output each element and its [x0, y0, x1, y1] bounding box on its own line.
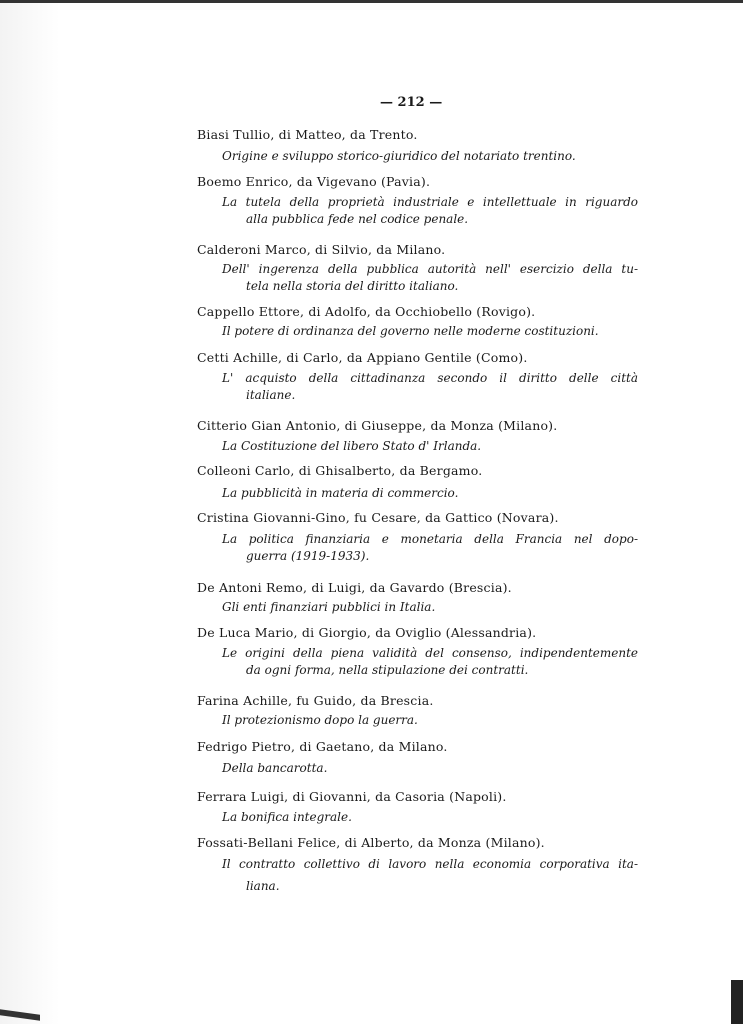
entry-author: Cristina Giovanni-Gino, fu Cesare, da Gattico (Novara).	[197, 510, 559, 525]
entry-thesis-title: Della bancarotta.	[222, 761, 328, 775]
entry-thesis-title: La politica finanziaria e monetaria della Francia nel dopo-	[222, 532, 638, 546]
entry-thesis-title: liana.	[246, 879, 280, 893]
entry-thesis-title: La Costituzione del libero Stato d' Irlanda.	[222, 439, 482, 453]
entry-author: Calderoni Marco, di Silvio, da Milano.	[197, 242, 446, 257]
entry-thesis-title: L' acquisto della cittadinanza secondo il diritto delle città	[222, 371, 638, 385]
entry-author: Farina Achille, fu Guido, da Brescia.	[197, 693, 434, 708]
entry-thesis-title: Il protezionismo dopo la guerra.	[222, 713, 418, 727]
entry-thesis-title: La bonifica integrale.	[222, 810, 352, 824]
entry-author: Boemo Enrico, da Vigevano (Pavia).	[197, 174, 431, 189]
entry-author: Fossati-Bellani Felice, di Alberto, da Monza (Milano).	[197, 835, 545, 850]
page-number: — 212 —	[380, 95, 443, 110]
entry-thesis-title: guerra (1919-1933).	[246, 549, 370, 563]
entry-thesis-title: Dell' ingerenza della pubblica autorità nell' esercizio della tu-	[222, 262, 638, 276]
entry-thesis-title: alla pubblica fede nel codice penale.	[246, 212, 469, 226]
entry-thesis-title: da ogni forma, nella stipulazione dei contratti.	[246, 663, 529, 677]
entry-author: Colleoni Carlo, di Ghisalberto, da Bergamo.	[197, 463, 483, 478]
scan-edge-left	[0, 0, 60, 1024]
scan-edge-right	[731, 980, 743, 1024]
entry-thesis-title: Le origini della piena validità del consenso, indipendentemente	[222, 646, 638, 660]
entry-thesis-title: La tutela della proprietà industriale e intellettuale in riguardo	[222, 195, 638, 209]
entry-author: Ferrara Luigi, di Giovanni, da Casoria (Napoli).	[197, 789, 507, 804]
entry-thesis-title: italiane.	[246, 388, 296, 402]
entry-author: Fedrigo Pietro, di Gaetano, da Milano.	[197, 739, 448, 754]
entry-thesis-title: Origine e sviluppo storico-giuridico del notariato trentino.	[222, 149, 576, 163]
entry-thesis-title: La pubblicità in materia di commercio.	[222, 486, 459, 500]
entry-thesis-title: Il potere di ordinanza del governo nelle moderne costituzioni.	[222, 324, 599, 338]
entry-author: Biasi Tullio, di Matteo, da Trento.	[197, 127, 418, 142]
scan-edge-top	[0, 0, 743, 3]
entry-thesis-title: tela nella storia del diritto italiano.	[246, 279, 459, 293]
entry-author: Cetti Achille, di Carlo, da Appiano Gentile (Como).	[197, 350, 528, 365]
entry-author: Citterio Gian Antonio, di Giuseppe, da Monza (Milano).	[197, 418, 558, 433]
entry-thesis-title: Il contratto collettivo di lavoro nella economia corporativa ita-	[222, 857, 638, 871]
entry-thesis-title: Gli enti finanziari pubblici in Italia.	[222, 600, 436, 614]
entry-author: Cappello Ettore, di Adolfo, da Occhiobello (Rovigo).	[197, 304, 536, 319]
entry-author: De Luca Mario, di Giorgio, da Oviglio (Alessandria).	[197, 625, 537, 640]
entry-author: De Antoni Remo, di Luigi, da Gavardo (Brescia).	[197, 580, 512, 595]
